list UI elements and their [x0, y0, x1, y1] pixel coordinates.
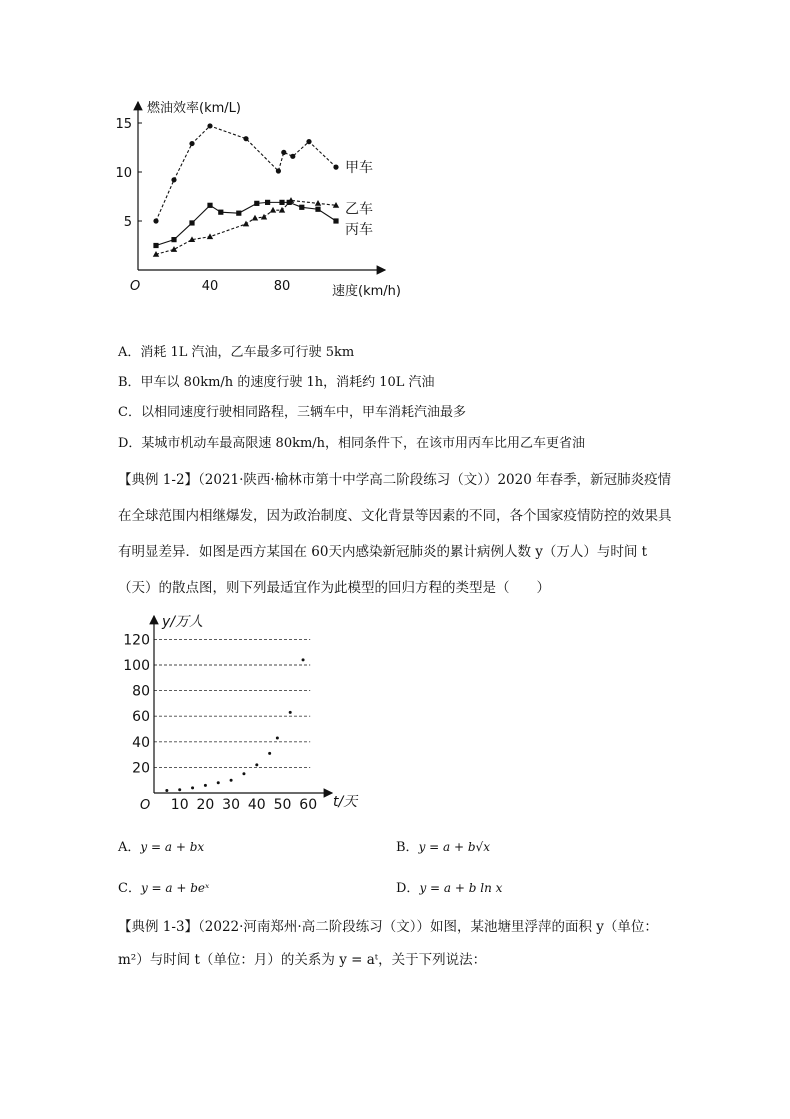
- data-point: [252, 215, 258, 221]
- y-tick-label: 80: [132, 683, 150, 700]
- series-label: 乙车: [345, 201, 373, 218]
- scatter-point: [255, 763, 258, 766]
- data-point: [279, 207, 285, 213]
- scatter-point: [276, 736, 279, 739]
- data-point: [299, 205, 304, 210]
- example-1-3-line2: m²）与时间 t（单位：月）的关系为 y = aᵗ，关于下列说法：: [118, 952, 487, 968]
- data-point: [153, 243, 158, 248]
- data-point: [243, 136, 248, 141]
- origin-label: O: [140, 798, 151, 813]
- series-label: 甲车: [345, 160, 373, 177]
- data-point: [315, 200, 321, 206]
- y-tick-label: 20: [132, 760, 150, 777]
- q2-option-d-label: D．: [396, 881, 420, 896]
- data-point: [333, 165, 338, 170]
- data-point: [207, 233, 213, 239]
- data-point: [207, 203, 212, 208]
- y-tick-label: 15: [115, 117, 132, 132]
- data-point: [265, 200, 270, 205]
- data-point: [290, 154, 295, 159]
- x-tick-label: 10: [170, 797, 189, 813]
- q2-option-c-label: C．: [118, 881, 141, 896]
- data-point: [315, 207, 320, 212]
- case-scatter-chart: [123, 608, 380, 823]
- q2-option-a-formula: y = a + bx: [140, 840, 205, 854]
- data-point: [281, 150, 286, 155]
- data-point: [218, 210, 223, 215]
- q1-option-d: D．某城市机动车最高限速 80km/h，相同条件下，在该市用丙车比用乙车更省油: [118, 436, 586, 451]
- y-tick-label: 5: [123, 215, 132, 230]
- y-axis-label: y/万人: [162, 614, 204, 630]
- example-1-3-line1: 【典例 1-3】（2022·河南郑州·高二阶段练习（文））如图，某池塘里浮萍的面积 y（单位：: [118, 919, 658, 935]
- x-axis-label: t/天: [333, 794, 358, 810]
- scatter-point: [204, 784, 207, 787]
- data-point: [189, 220, 194, 225]
- scatter-point: [230, 779, 233, 782]
- scatter-point: [165, 789, 168, 792]
- data-point: [171, 246, 177, 252]
- data-point: [270, 207, 276, 213]
- series-label: 丙车: [345, 222, 373, 238]
- data-point: [276, 168, 281, 173]
- x-tick-label: 60: [299, 797, 318, 813]
- data-point: [171, 237, 176, 242]
- data-point: [207, 123, 212, 128]
- q1-option-b: B．甲车以 80km/h 的速度行驶 1h，消耗约 10L 汽油: [118, 375, 435, 390]
- data-point: [287, 200, 292, 205]
- data-point: [236, 211, 241, 216]
- y-tick-label: 10: [115, 166, 132, 181]
- data-point: [189, 141, 194, 146]
- y-tick-label: 100: [123, 658, 150, 674]
- q1-option-a: A．消耗 1L 汽油，乙车最多可行驶 5km: [118, 345, 355, 360]
- q2-option-c-formula: y = a + beˣ: [140, 881, 210, 895]
- scatter-point: [178, 788, 181, 791]
- q2-option-b-label: B．: [396, 840, 419, 855]
- data-point: [279, 200, 284, 205]
- example-1-2-text: 【典例 1-2】（2021·陕西·榆林市第十中学高二阶段练习（文））2020 年春季，新冠肺炎疫情在全球范围内相继爆发，因为政治制度、文化背景等因素的不同，各个国家疫情防控的效果具有明显差异．如图是西方某国在 60天内感染新冠肺炎的累计病例人数 y（万人）与时间 t（天）的散点图，则下列最适宜作为此模型的回归方程的类型是（ ）: [118, 472, 672, 596]
- origin-label: O: [130, 279, 141, 294]
- data-point: [306, 139, 311, 144]
- fuel-efficiency-chart: [110, 92, 420, 307]
- x-tick-label: 30: [222, 797, 241, 813]
- scatter-point: [217, 781, 220, 784]
- x-tick-label: 40: [201, 279, 219, 294]
- q2-option-d-formula: y = a + b ln x: [419, 881, 503, 895]
- q2-option-b-formula: y = a + b√x: [418, 840, 490, 854]
- data-point: [254, 201, 259, 206]
- y-tick-label: 60: [132, 709, 150, 726]
- scatter-point: [191, 786, 194, 789]
- x-tick-label: 80: [273, 279, 291, 294]
- scatter-point: [289, 711, 292, 714]
- q1-option-c: C．以相同速度行驶相同路程，三辆车中，甲车消耗汽油最多: [118, 405, 466, 420]
- x-tick-label: 40: [247, 797, 266, 813]
- scatter-point: [302, 658, 305, 661]
- x-axis-label: 速度(km/h): [332, 284, 401, 299]
- x-tick-label: 20: [196, 797, 215, 813]
- scatter-point: [242, 772, 245, 775]
- y-tick-label: 40: [132, 734, 150, 751]
- data-point: [171, 177, 176, 182]
- data-point: [261, 214, 267, 220]
- q2-option-c: [118, 877, 209, 896]
- data-point: [153, 218, 158, 223]
- data-point: [243, 221, 249, 227]
- data-point: [333, 218, 338, 223]
- y-axis-label: 燃油效率(km/L): [147, 101, 241, 116]
- q2-option-a-label: A．: [118, 840, 141, 855]
- q2-option-d: [396, 877, 502, 896]
- y-tick-label: 120: [123, 632, 150, 649]
- x-tick-label: 50: [273, 797, 292, 813]
- q2-option-a: [118, 836, 204, 855]
- scatter-point: [268, 752, 271, 755]
- q2-option-b: [396, 836, 490, 855]
